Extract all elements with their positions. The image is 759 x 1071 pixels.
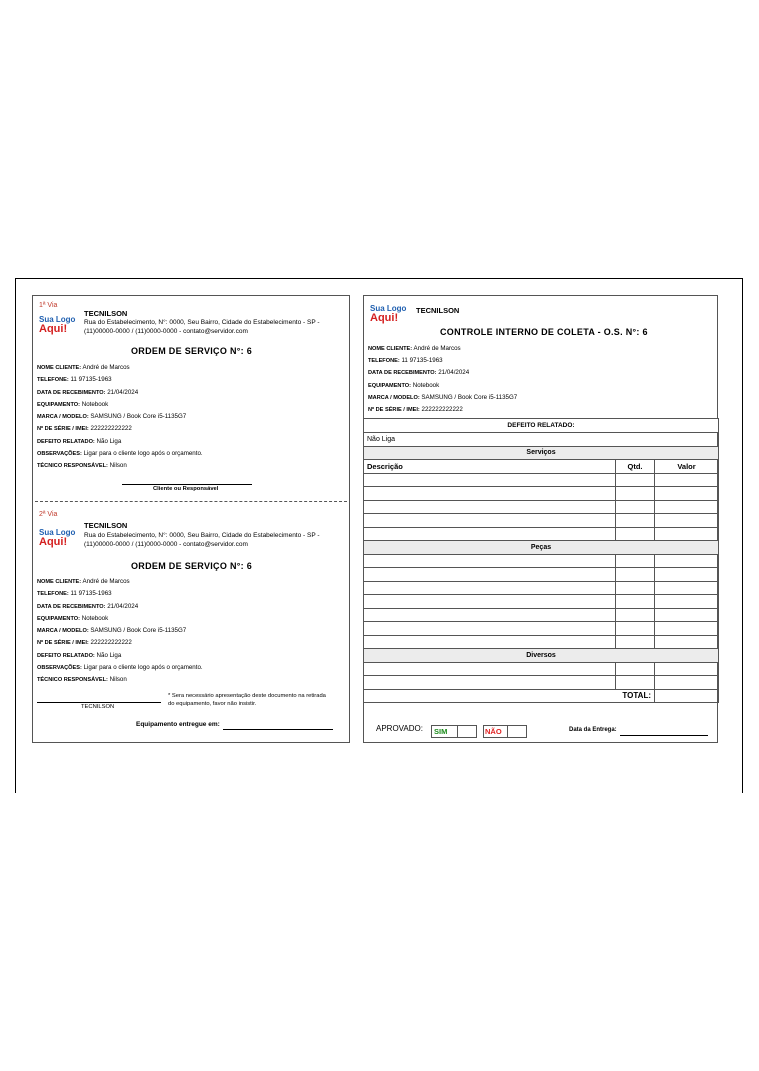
table-row bbox=[364, 622, 719, 636]
delivered-label: Equipamento entregue em: bbox=[136, 721, 220, 728]
field-row: EQUIPAMENTO: Notebook bbox=[37, 400, 109, 408]
internal-title-text: CONTROLE INTERNO DE COLETA - O.S. N°: bbox=[440, 327, 640, 337]
field-row: DEFEITO RELATADO: Não Liga bbox=[37, 651, 122, 659]
logo-line1: Sua Logo bbox=[370, 304, 407, 313]
pickup-notice: * Sera necessário apresentação deste documento na retirada do equipamento, favor não insistir. bbox=[168, 693, 326, 707]
order-title-text: ORDEM DE SERVIÇO N°: bbox=[131, 561, 244, 571]
company-address: Rua do Estabelecimento, N°: 0000, Seu Bairro, Cidade do Estabelecimento - SP - (11)00000-0000 / (11)0000-0000 - contato@servidor.com bbox=[84, 532, 320, 548]
field-row: MARCA / MODELO: SAMSUNG / Book Core i5-1135G7 bbox=[368, 393, 518, 401]
field-row: Nº DE SÉRIE / IMEI: 222222222222 bbox=[368, 405, 463, 413]
defect-header: DEFEITO RELATADO: bbox=[364, 419, 719, 433]
field-row: TELEFONE: 11 97135-1963 bbox=[37, 590, 112, 598]
total-label: TOTAL: bbox=[364, 689, 655, 703]
field-row: Nº DE SÉRIE / IMEI: 222222222222 bbox=[37, 425, 132, 433]
table-row bbox=[364, 662, 719, 676]
field-row: DATA DE RECEBIMENTO: 21/04/2024 bbox=[368, 369, 470, 377]
field-row: TELEFONE: 11 97135-1963 bbox=[37, 376, 112, 384]
internal-control-panel bbox=[363, 295, 718, 743]
field-row: OBSERVAÇÕES: Ligar para o cliente logo após o orçamento. bbox=[37, 664, 203, 672]
field-row: EQUIPAMENTO: Notebook bbox=[37, 614, 109, 622]
table-row bbox=[364, 473, 719, 487]
field-row: DATA DE RECEBIMENTO: 21/04/2024 bbox=[37, 602, 139, 610]
col-qty: Qtd. bbox=[616, 460, 655, 474]
order-number: 6 bbox=[246, 561, 253, 571]
table-row bbox=[364, 514, 719, 528]
table-row bbox=[364, 595, 719, 609]
order-fields bbox=[37, 364, 203, 475]
delivered-field bbox=[136, 721, 220, 728]
misc-header: Diversos bbox=[364, 649, 719, 663]
approved-label: APROVADO: bbox=[376, 724, 423, 733]
internal-number: 6 bbox=[642, 327, 648, 337]
field-row: NOME CLIENTE: André de Marcos bbox=[37, 364, 130, 371]
table-row bbox=[364, 608, 719, 622]
delivery-date-field bbox=[569, 727, 617, 733]
table-row bbox=[364, 568, 719, 582]
approval-yes[interactable] bbox=[431, 723, 477, 741]
company-logo bbox=[39, 528, 75, 548]
no-option[interactable]: NÃO bbox=[483, 725, 508, 738]
table-row bbox=[364, 487, 719, 501]
total-value bbox=[655, 689, 719, 703]
parts-header: Peças bbox=[364, 541, 719, 555]
delivery-date-line bbox=[620, 735, 708, 736]
table-row bbox=[364, 500, 719, 514]
field-row: NOME CLIENTE: André de Marcos bbox=[37, 578, 130, 585]
service-table bbox=[363, 418, 719, 703]
order-fields bbox=[37, 578, 203, 689]
tech-signature-label: TECNILSON bbox=[81, 704, 115, 710]
approval-no[interactable] bbox=[483, 723, 527, 741]
order-title-text: ORDEM DE SERVIÇO N°: bbox=[131, 346, 244, 356]
order-title bbox=[131, 561, 252, 571]
field-row: OBSERVAÇÕES: Ligar para o cliente logo após o orçamento. bbox=[37, 450, 203, 458]
document-sheet bbox=[15, 278, 743, 793]
first-copy-label: 1ª Via bbox=[39, 302, 58, 309]
field-row: DATA DE RECEBIMENTO: 21/04/2024 bbox=[37, 388, 139, 396]
logo-line1: Sua Logo bbox=[39, 528, 76, 537]
yes-option[interactable]: SIM bbox=[431, 725, 458, 738]
customer-receipt-panel bbox=[32, 295, 350, 743]
field-row: Nº DE SÉRIE / IMEI: 222222222222 bbox=[37, 639, 132, 647]
logo-line2: Aqui! bbox=[39, 323, 68, 335]
field-row: TÉCNICO RESPONSÁVEL: Nilson bbox=[37, 676, 127, 684]
cut-line bbox=[35, 501, 347, 502]
internal-title bbox=[440, 327, 648, 337]
field-row: DEFEITO RELATADO: Não Liga bbox=[37, 437, 122, 445]
company-name: TECNILSON bbox=[84, 309, 128, 318]
field-row: TELEFONE: 11 97135-1963 bbox=[368, 357, 443, 365]
logo-line2: Aqui! bbox=[370, 312, 399, 324]
table-row bbox=[364, 581, 719, 595]
company-address: Rua do Estabelecimento, N°: 0000, Seu Bairro, Cidade do Estabelecimento - SP - (11)00000-0000 / (11)0000-0000 - contato@servidor.com bbox=[84, 319, 320, 335]
client-signature-line bbox=[122, 484, 252, 485]
col-value: Valor bbox=[655, 460, 719, 474]
services-header: Serviços bbox=[364, 446, 719, 460]
field-row: EQUIPAMENTO: Notebook bbox=[368, 381, 440, 389]
delivered-date-line bbox=[223, 729, 333, 730]
tech-signature-line bbox=[37, 702, 161, 703]
logo-line1: Sua Logo bbox=[39, 315, 76, 324]
table-row bbox=[364, 527, 719, 541]
client-signature-label: Cliente ou Responsável bbox=[153, 486, 219, 492]
table-row bbox=[364, 554, 719, 568]
field-row: MARCA / MODELO: SAMSUNG / Book Core i5-1135G7 bbox=[37, 627, 187, 635]
yes-checkbox[interactable] bbox=[458, 725, 477, 738]
table-row bbox=[364, 635, 719, 649]
internal-fields bbox=[368, 345, 517, 418]
company-logo bbox=[370, 304, 406, 324]
company-logo bbox=[39, 315, 75, 335]
field-row: NOME CLIENTE: André de Marcos bbox=[368, 345, 461, 352]
col-description: Descrição bbox=[364, 460, 616, 474]
order-number: 6 bbox=[246, 346, 253, 356]
logo-line2: Aqui! bbox=[39, 536, 68, 548]
table-row bbox=[364, 676, 719, 690]
no-checkbox[interactable] bbox=[508, 725, 527, 738]
second-copy-label: 2ª Via bbox=[39, 511, 58, 518]
order-title bbox=[131, 346, 252, 356]
company-name: TECNILSON bbox=[84, 521, 128, 530]
approval-row bbox=[376, 724, 423, 733]
delivery-date-label: Data da Entrega: bbox=[569, 727, 617, 733]
field-row: MARCA / MODELO: SAMSUNG / Book Core i5-1135G7 bbox=[37, 413, 187, 421]
defect-value: Não Liga bbox=[364, 432, 719, 446]
company-name: TECNILSON bbox=[416, 306, 460, 315]
field-row: TÉCNICO RESPONSÁVEL: Nilson bbox=[37, 462, 127, 470]
